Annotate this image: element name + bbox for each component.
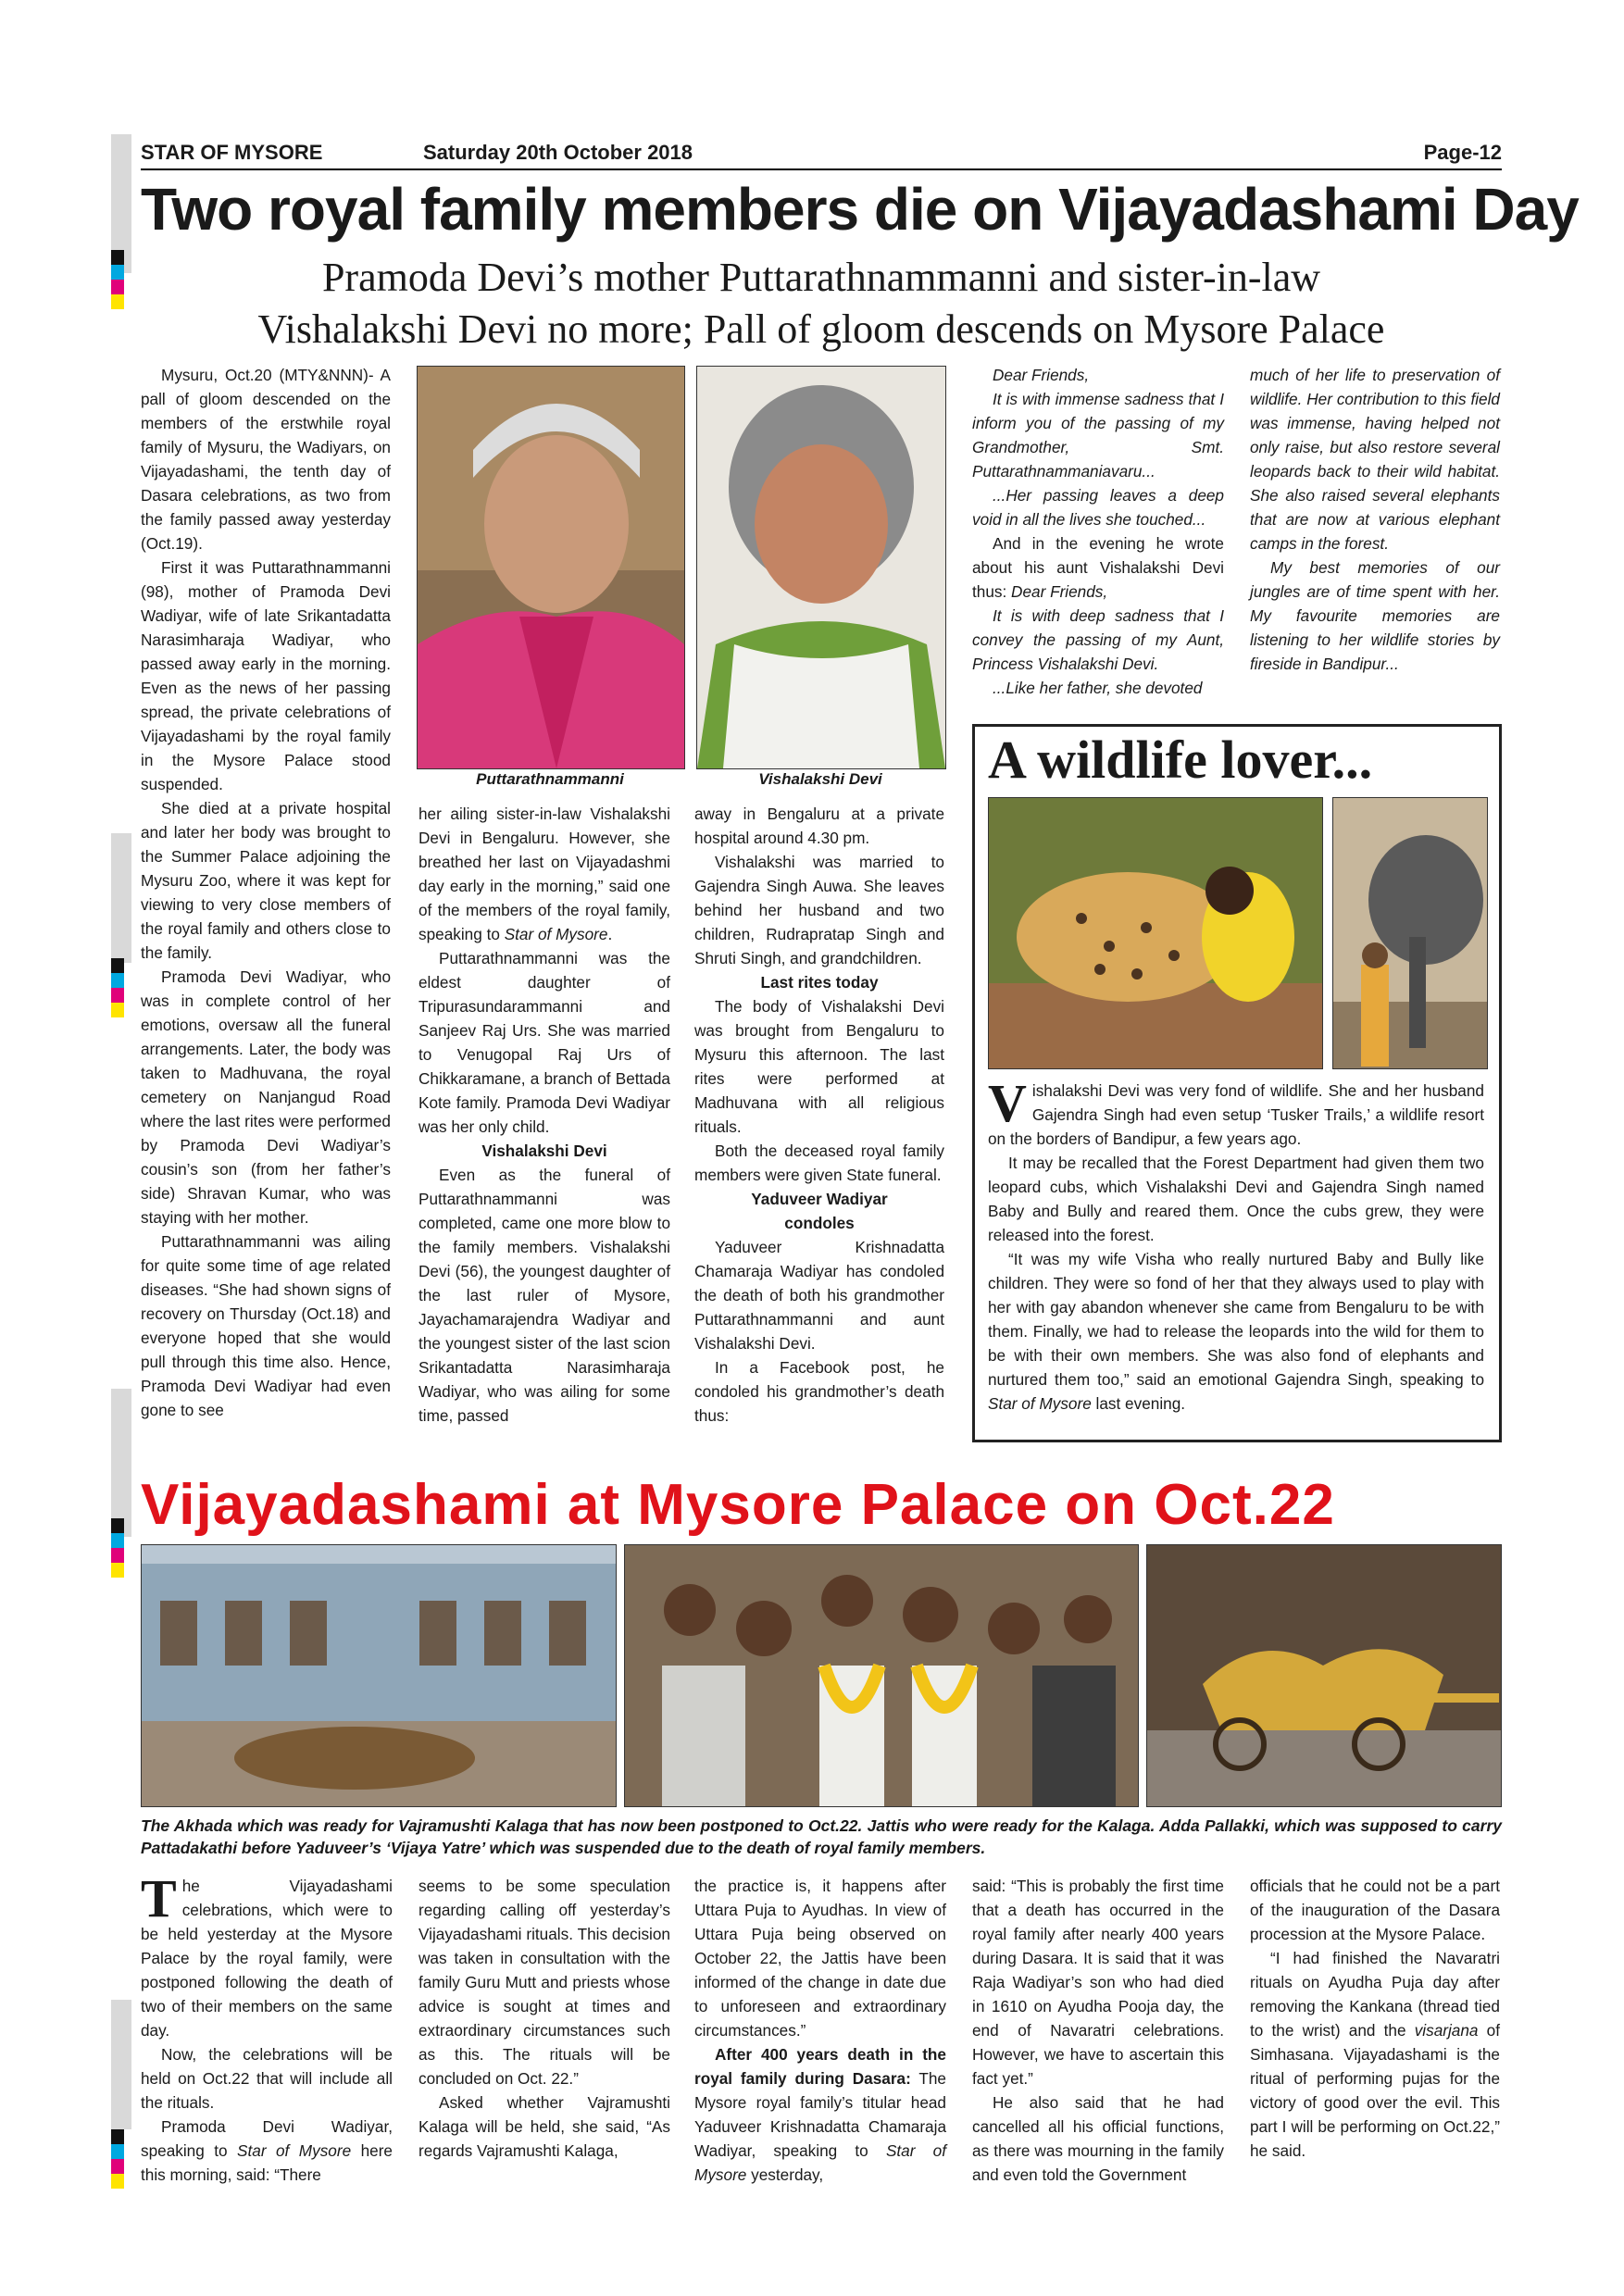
paragraph: the practice is, it happens after Uttara Puja to Ayudhas. In view of Uttara Puja being observed on October 22, the Jattis have been informed of the change in date due to unforeseen and extraordinary circumstances.” xyxy=(694,1877,946,2040)
portrait-photo-vishalakshi-devi xyxy=(696,366,946,769)
masthead xyxy=(141,141,1502,170)
text: here this morning, said: “There xyxy=(141,2141,393,2184)
second-column-2 xyxy=(418,1874,670,2163)
paragraph: Puttarathnammanni was the eldest daughter of Tripurasundarammanni and Sanjeev Raj Urs. She was married to Venugopal Raj Urs of Chikkaramane, a branch of Bettada Kote family. Pramoda Devi Wadiyar was her only child. xyxy=(418,949,670,1136)
paragraph: First it was Puttarathnammanni (98), mother of Pramoda Devi Wadiyar, wife of late Srikantadatta Narasimharaja Wadiyar, who passed away early in the morning. Even as the news of her passing spread, the private celebrations of Vijayadashami by the royal family in the Mysore Palace stood suspended. xyxy=(141,558,391,793)
photo-caption-right: Vishalakshi Devi xyxy=(758,770,882,788)
portrait-photo-puttarathnammanni xyxy=(417,366,685,769)
second-column-3 xyxy=(694,1874,946,2187)
text: Yaduveer Wadiyar xyxy=(751,1190,888,1208)
issue-date: Saturday 20th October 2018 xyxy=(423,141,693,164)
paragraph xyxy=(988,1247,1484,1416)
story-column-2 xyxy=(418,802,670,1428)
paragraph xyxy=(694,2042,946,2187)
drop-cap: V xyxy=(988,1073,1027,1133)
text: And in the evening he wrote about his aunt Vishalakshi Devi thus: xyxy=(972,534,1224,601)
paragraph: seems to be some speculation regarding calling off yesterday’s Vijayadashami rituals. This decision was taken in consultation with the family Guru Mutt and priests whose advice is sought at times and extraordinary circumstances such as this. The rituals will be concluded on Oct. 22.” xyxy=(418,1877,670,2088)
subheading xyxy=(694,1187,944,1235)
paragraph: Puttarathnammanni was ailing for quite some time of age related diseases. “She had shown signs of recovery on Thursday (Oct.18) and everyone hoped that she would pull through this time also. Hence, Pramoda Devi Wadiyar had even gone to see xyxy=(141,1232,391,1419)
text: he Vijayadashami celebrations, which were to be held yesterday at the Mysore Palace by the royal family, were postponed following the death of two of their members on the same day. xyxy=(141,1877,393,2040)
wildlife-box-title: A wildlife lover... xyxy=(988,730,1373,790)
paragraph xyxy=(141,1868,393,2042)
story-column-4 xyxy=(972,363,1224,700)
paragraph: She died at a private hospital and later her body was brought to the Summer Palace adjoining the Mysuru Zoo, where it was kept for viewing to very close members of the royal family and others close to the family. xyxy=(141,799,391,962)
paragraph: Even as the funeral of Puttarathnammanni was completed, came one more blow to the family members. Vishalakshi Devi (56), the youngest daughter of the last ruler of Mysore, Jayachamarajendra Wadiyar and the youngest sister of the last scion Srikantadatta Narasimharaja Wadiyar, who was ailing for some time, passed xyxy=(418,1166,670,1425)
newspaper-name: Star of Mysore xyxy=(504,925,608,943)
registration-mark xyxy=(111,1518,124,1578)
paragraph: Mysuru, Oct.20 (MTY&NNN)- A pall of gloom descended on the members of the erstwhile royal family of Mysuru, the Wadiyars, on Vijayadashami, the tenth day of Dasara celebrations, as two from the family passed away yesterday (Oct.19). xyxy=(141,366,391,553)
paragraph: He also said that he had cancelled all his official functions, as there was mourning in the family and even told the Government xyxy=(972,2093,1224,2184)
text: visarjana xyxy=(1414,2021,1479,2040)
paragraph: Vishalakshi was married to Gajendra Singh Auwa. She leaves behind her husband and two children, Rudrapratap Singh and Shruti Singh, and grandchildren. xyxy=(694,853,944,967)
second-column-1 xyxy=(141,1868,393,2187)
registration-mark xyxy=(111,958,124,1017)
drop-cap: T xyxy=(141,1868,177,1928)
quote-paragraph: Dear Friends, xyxy=(993,366,1090,384)
second-headline: Vijayadashami at Mysore Palace on Oct.22 xyxy=(141,1473,1335,1537)
story-column-3 xyxy=(694,802,944,1428)
wildlife-box xyxy=(972,724,1502,1442)
photo-caption: The Akhada which was ready for Vajramushti Kalaga that has now been postponed to Oct.22. Jattis who were ready for the Kalaga. Adda Pallakki, which was supposed to carry Pattadakathi before Yaduveer’s ‘Vijaya Yatre’ which was suspended due to the death of royal family members. xyxy=(141,1816,1502,1857)
text: condoles xyxy=(784,1214,855,1232)
quote-paragraph: It is with immense sadness that I inform you of the passing of my Grandmother, Smt. Puttarathnammaniavaru... xyxy=(972,390,1224,480)
photo-caption-left: Puttarathnammanni xyxy=(476,770,624,788)
quote-paragraph: My best memories of our jungles are of time spent with her. My favourite memories are listening to her wildlife stories by fireside in Bandipur... xyxy=(1250,558,1500,673)
wildlife-text xyxy=(988,1073,1484,1416)
paragraph: Both the deceased royal family members were given State funeral. xyxy=(694,1142,944,1184)
paragraph xyxy=(972,531,1224,604)
quote-paragraph: It is with deep sadness that I convey the passing of my Aunt, Princess Vishalakshi Devi. xyxy=(972,606,1224,673)
leopard-photo xyxy=(988,797,1323,1069)
subheading: Last rites today xyxy=(760,973,879,992)
quote-paragraph: ...Her passing leaves a deep void in all the lives she touched... xyxy=(972,486,1224,529)
paragraph xyxy=(988,1073,1484,1151)
paragraph: away in Bengaluru at a private hospital around 4.30 pm. xyxy=(694,805,944,847)
story-column-5 xyxy=(1250,363,1500,676)
page-number: Page-12 xyxy=(1423,141,1502,164)
quote-paragraph: much of her life to preservation of wildlife. Her contribution to this field was immense, having helped not only raise, but also restore several leopards back to their wild habitat. She also raised several elephants that are now at various elephant camps in the forest. xyxy=(1250,366,1500,553)
story-column-1 xyxy=(141,363,391,1422)
margin-bar xyxy=(111,1389,131,1537)
paragraph: Pramoda Devi Wadiyar, who was in complete control of her emotions, oversaw all the funeral arrangements. Later, the body was taken to Madhuvana, the royal cemetery on Nanjangud Road where the last rites were performed by Pramoda Devi Wadiyar’s cousin’s son (from her father’s side) Shravan Kumar, who was staying with her mother. xyxy=(141,967,391,1227)
paragraph: Yaduveer Krishnadatta Chamaraja Wadiyar has condoled the death of both his grandmother Puttarathnammanni and aunt Vishalakshi Devi. xyxy=(694,1238,944,1353)
text: her ailing sister-in-law Vishalakshi Devi in Bengaluru. However, she breathed her last on Vijayadashmi day early in the morning,” said one of the members of the royal family, speaking to xyxy=(418,805,670,943)
paper-name: STAR OF MYSORE xyxy=(141,141,323,164)
akhada-photo xyxy=(141,1544,617,1807)
paragraph xyxy=(141,2115,393,2187)
paragraph: It may be recalled that the Forest Department had given them two leopard cubs, which Vishalakshi Devi and Gajendra Singh named Baby and Bully and reared them. Once the cubs grew, they were released into the forest. xyxy=(988,1154,1484,1244)
second-column-5 xyxy=(1250,1874,1500,2163)
text: “I had finished the Navaratri rituals on Ayudha Puja day after removing the Kankana (thread tied to the wrist) and the xyxy=(1250,1949,1500,2040)
quote-paragraph: ...Like her father, she devoted xyxy=(993,679,1203,697)
registration-mark xyxy=(111,250,124,309)
subheadline-line-2: Vishalakshi Devi no more; Pall of gloom descends on Mysore Palace xyxy=(257,306,1385,352)
text: “It was my wife Visha who really nurtured Baby and Bully like children. They were so fond of her that they always used to play with her with gay abandon whenever she came from Bengaluru to be with them. Finally, we had to release the leopards into the wild for them to be with their own members. She was also fond of elephants and nurtured them too,” said an emotional Gajendra Singh, speaking to xyxy=(988,1250,1484,1389)
text: The Mysore royal family’s titular head Yaduveer Krishnadatta Chamaraja Wadiyar, speaking to xyxy=(694,2069,946,2160)
paragraph: In a Facebook post, he condoled his grandmother’s death thus: xyxy=(694,1358,944,1425)
subheading: After 400 years death in the royal family during Dasara: xyxy=(694,2045,946,2088)
text: ishalakshi Devi was very fond of wildlife. She and her husband Gajendra Singh had even setup ‘Tusker Trails,’ a wildlife resort on the borders of Bandipur, a few years ago. xyxy=(988,1081,1484,1148)
paragraph: officials that he could not be a part of the inauguration of the Dasara procession at the Mysore Palace. xyxy=(1250,1877,1500,1943)
newspaper-name: Star of Mysore xyxy=(988,1394,1092,1413)
second-column-4 xyxy=(972,1874,1224,2187)
margin-bar xyxy=(111,2000,131,2129)
subheadline xyxy=(141,252,1502,356)
margin-bar xyxy=(111,833,131,963)
newspaper-name: Star of Mysore xyxy=(694,2141,946,2184)
subheading: Vishalakshi Devi xyxy=(481,1142,607,1160)
paragraph xyxy=(418,802,670,946)
text: Pramoda Devi Wadiyar, speaking to xyxy=(141,2117,393,2160)
registration-mark xyxy=(111,2129,124,2189)
jattis-photo xyxy=(624,1544,1139,1807)
text: Dear Friends, xyxy=(1011,582,1108,601)
text: last evening. xyxy=(1091,1394,1186,1413)
page-headline: Two royal family members die on Vijayadashami Day xyxy=(141,176,1579,243)
text: of Simhasana. Vijayadashami is the ritual of performing pujas for the victory of good over the evil. This part I will be performing on Oct.22,” he said. xyxy=(1250,2021,1500,2160)
text: yesterday, xyxy=(746,2165,824,2184)
subheadline-line-1: Pramoda Devi’s mother Puttarathnammanni and sister-in-law xyxy=(321,255,1321,300)
adda-pallakki-photo xyxy=(1146,1544,1502,1807)
newspaper-name: Star of Mysore xyxy=(237,2141,352,2160)
elephant-photo xyxy=(1332,797,1488,1069)
paragraph: Now, the celebrations will be held on Oct.22 that will include all the rituals. xyxy=(141,2045,393,2112)
paragraph: said: “This is probably the first time that a death has occurred in the royal family after nearly 400 years during Dasara. It is said that it was Raja Wadiyar’s son who had died in 1610 on Ayudha Pooja day, the end of Navaratri celebrations. However, we have to ascertain this fact yet.” xyxy=(972,1877,1224,2088)
paragraph: Asked whether Vajramushti Kalaga will be held, she said, “As regards Vajramushti Kalaga, xyxy=(418,2093,670,2160)
paragraph: The body of Vishalakshi Devi was brought from Bengaluru to Mysuru this afternoon. The last rites were performed at Madhuvana with all religious rituals. xyxy=(694,997,944,1136)
text: . xyxy=(607,925,613,943)
paragraph xyxy=(1250,1946,1500,2163)
